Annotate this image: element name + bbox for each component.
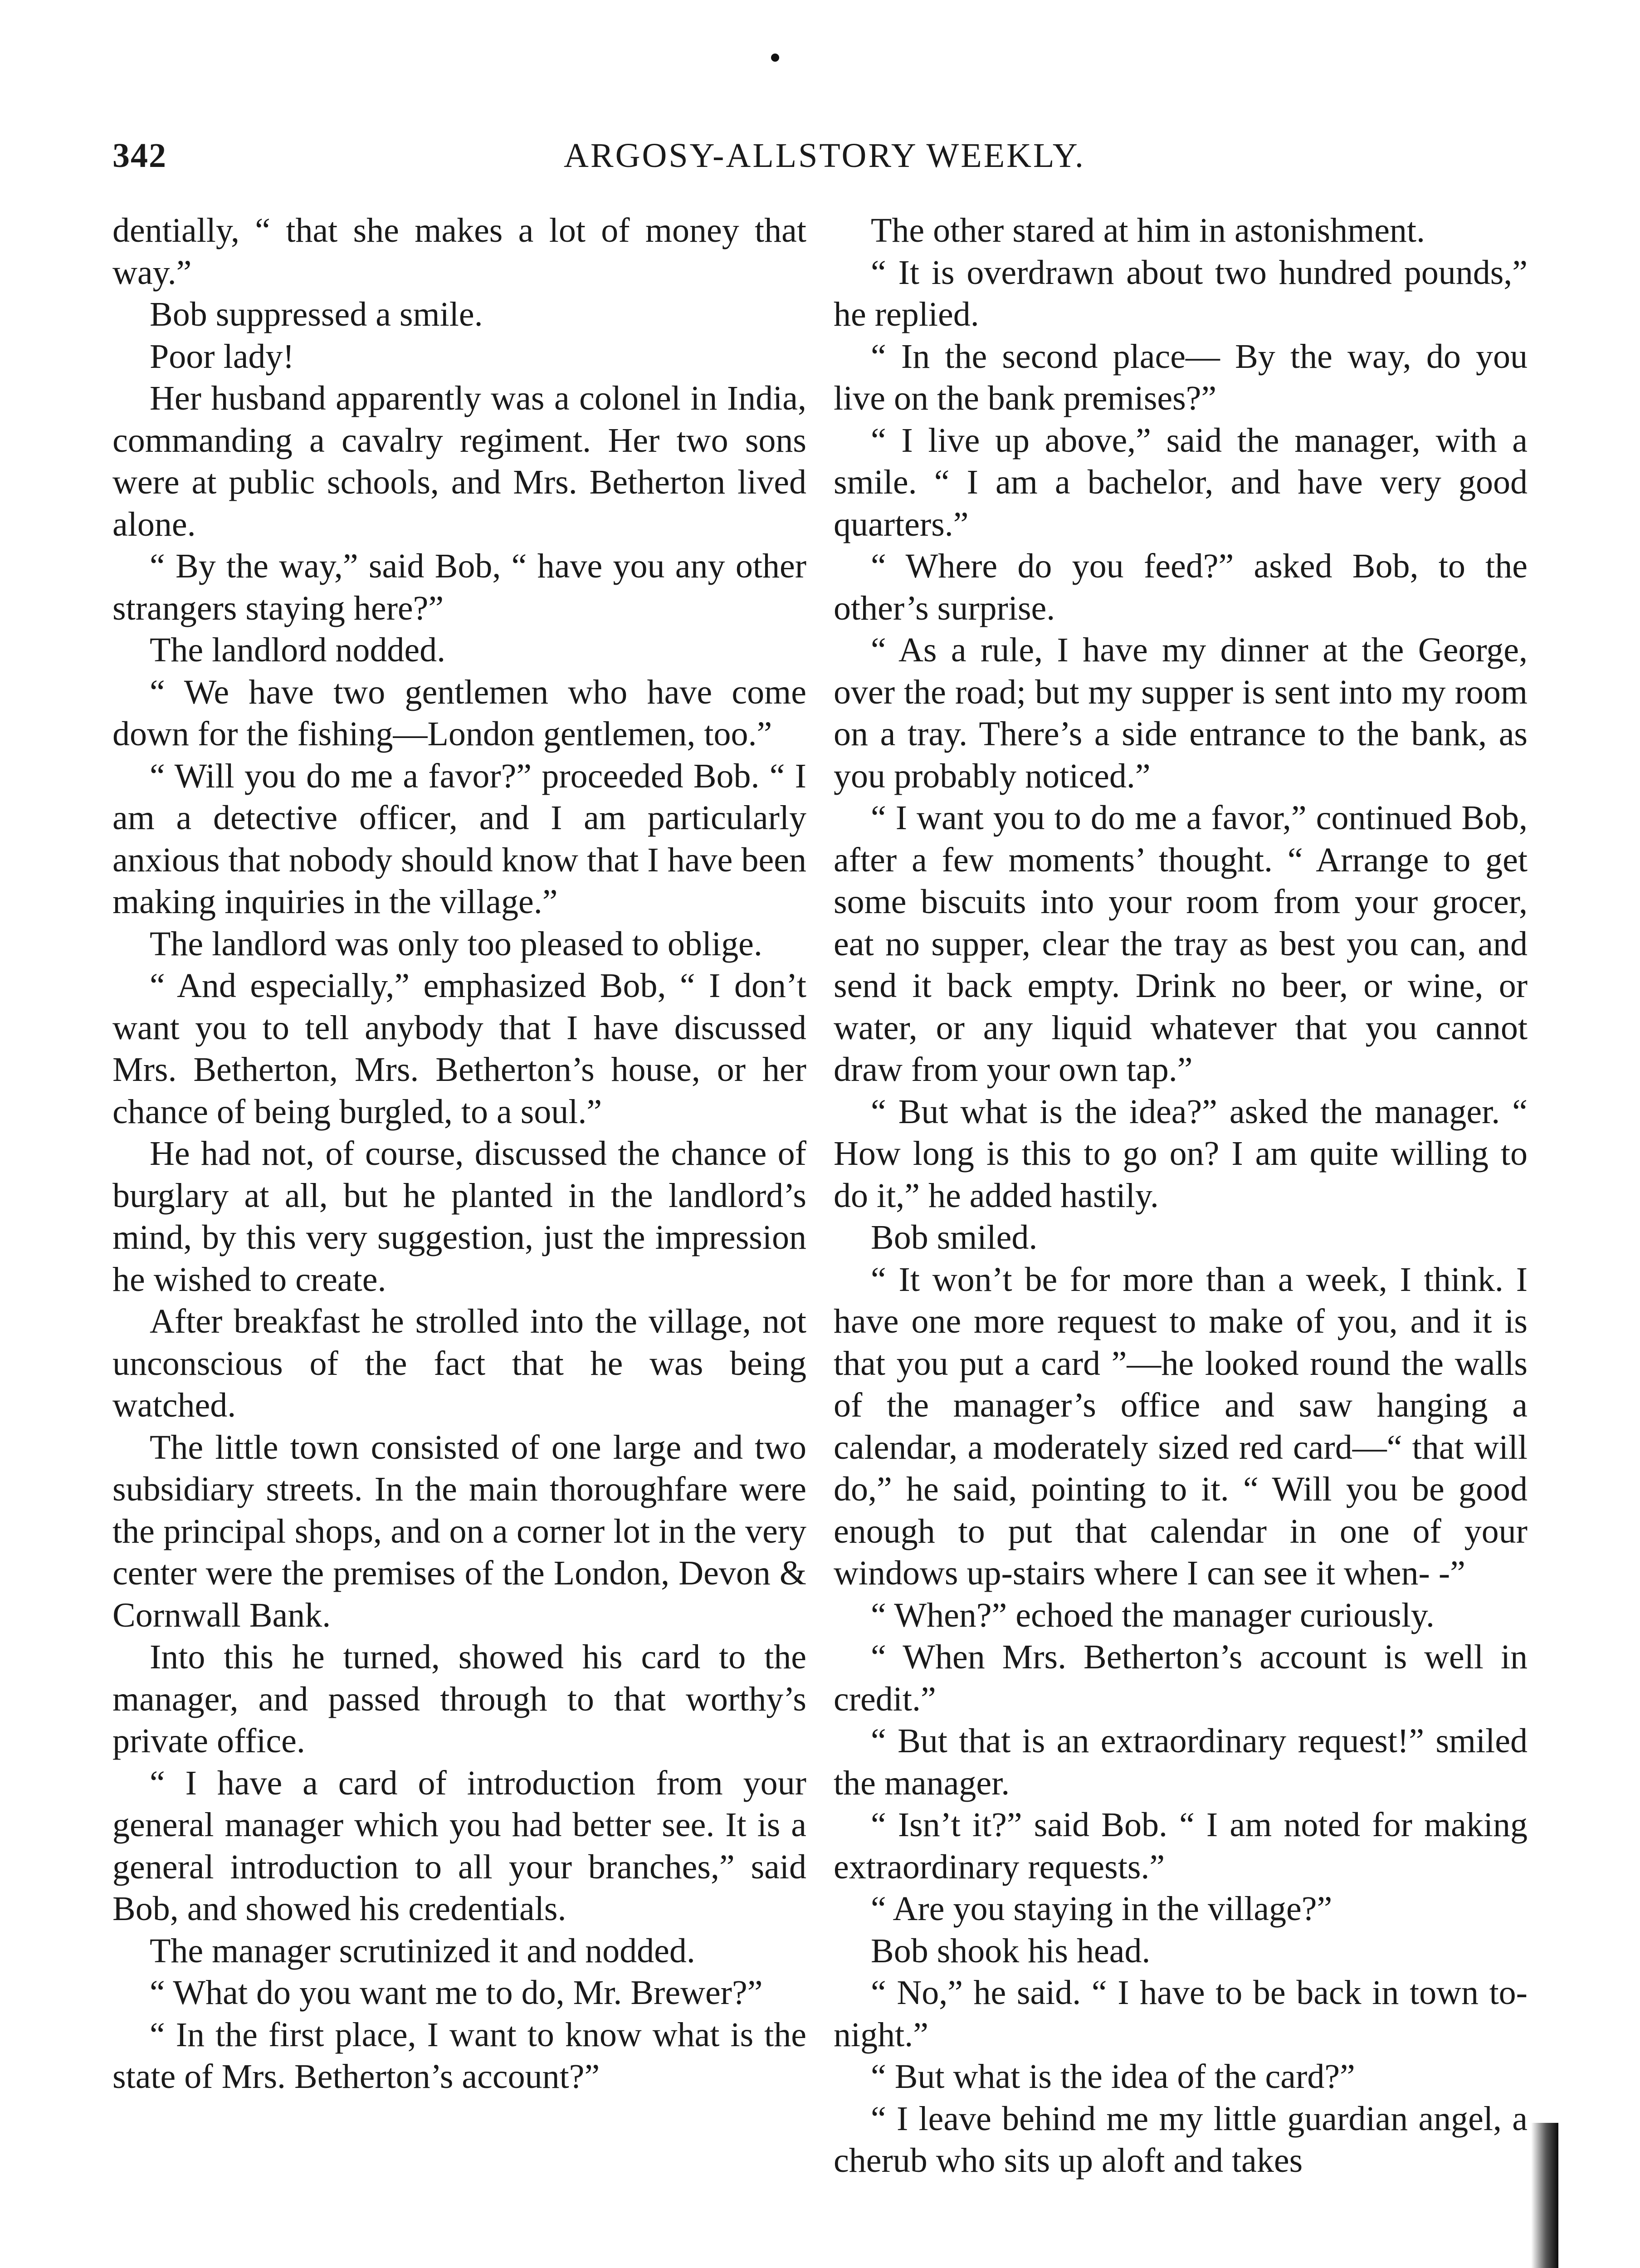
paragraph: Her husband apparently was a colonel in India, commanding a cavalry regiment. Her two sons were at public schools, and Mrs. Betherton lived alone. (112, 379, 806, 543)
paragraph: “ It won’t be for more than a week, I think. I have one more request to make of you, and it is that you put a card ”—he looked round the walls of the manager’s office and saw hanging a calendar, a moderately sized red card—“ that will do,” he said, pointing to it. “ Will you be good enough to put that calendar in one of your windows up-stairs where I can see it when- -” (834, 1260, 1528, 1592)
paragraph: dentially, “ that she makes a lot of money that way.” (112, 211, 806, 292)
paragraph: Into this he turned, showed his card to the manager, and passed through to that worthy’s private office. (112, 1638, 806, 1760)
paragraph: “ But what is the idea of the card?” (871, 2058, 1355, 2096)
page-header (112, 136, 1537, 186)
paragraph: The manager scrutinized it and nodded. (150, 1931, 695, 1970)
paragraph: “ But that is an extraordinary request!” smiled the manager. (834, 1722, 1528, 1802)
paragraph: “ It is overdrawn about two hundred pounds,” he replied. (834, 253, 1528, 333)
paragraph: The landlord nodded. (150, 631, 446, 669)
paragraph: “ Will you do me a favor?” proceeded Bob. “ I am a detective officer, and I am particularly anxious that nobody should know that I have been making inquiries in the village.” (112, 757, 806, 921)
paragraph: The little town consisted of one large and two subsidiary streets. In the main thoroughfare were the principal shops, and on a corner lot in the very center were the premises of the London, Devon & Cornwall Bank. (112, 1428, 806, 1634)
paragraph: “ As a rule, I have my dinner at the George, over the road; but my supper is sent into my room on a tray. There’s a side entrance to the bank, as you probably noticed.” (834, 631, 1528, 795)
paragraph: “ Are you staying in the village?” (871, 1890, 1332, 1928)
paragraph: “ In the first place, I want to know what is the state of Mrs. Betherton’s account?” (112, 2015, 806, 2096)
left-column (112, 210, 806, 2098)
page-number: 342 (112, 137, 167, 175)
paragraph: “ No,” he said. “ I have to be back in town to-night.” (834, 1974, 1528, 2054)
paragraph: “ I live up above,” said the manager, with a smile. “ I am a bachelor, and have very good quarters.” (834, 421, 1528, 543)
running-title: ARGOSY-ALLSTORY WEEKLY. (564, 137, 1085, 175)
paragraph: “ I have a card of introduction from your general manager which you had better see. It is a general introduction to all your branches,” said Bob, and showed his credentials. (112, 1764, 806, 1928)
paragraph: “ I leave behind me my little guardian angel, a cherub who sits up aloft and takes (834, 2099, 1528, 2180)
paragraph: “ What do you want me to do, Mr. Brewer?” (150, 1974, 763, 2012)
paragraph: Bob shook his head. (871, 1931, 1151, 1970)
print-mark (771, 54, 779, 62)
paragraph: “ And especially,” emphasized Bob, “ I don’t want you to tell anybody that I have discussed Mrs. Betherton, Mrs. Betherton’s house, or her chance of being burgled, to a soul.” (112, 967, 806, 1131)
paragraph: He had not, of course, discussed the chance of burglary at all, but he planted in the landlord’s mind, by this very suggestion, just the impression he wished to create. (112, 1134, 806, 1299)
paragraph: “ We have two gentlemen who have come down for the fishing—London gentlemen, too.” (112, 673, 806, 753)
paragraph: “ Isn’t it?” said Bob. “ I am noted for making extraordinary requests.” (834, 1806, 1528, 1886)
paragraph: After breakfast he strolled into the village, not unconscious of the fact that he was being watched. (112, 1302, 806, 1424)
paragraph: Poor lady! (150, 337, 294, 376)
paragraph: “ But what is the idea?” asked the manager. “ How long is this to go on? I am quite willing to do it,” he added hastily. (834, 1092, 1528, 1215)
paragraph: “ In the second place— By the way, do you live on the bank premises?” (834, 337, 1528, 417)
right-column (834, 210, 1528, 2182)
paragraph: Bob smiled. (871, 1218, 1038, 1256)
paragraph: “ When Mrs. Betherton’s account is well in credit.” (834, 1638, 1528, 1718)
paragraph: “ I want you to do me a favor,” continued Bob, after a few moments’ thought. “ Arrange to get some biscuits into your room from your grocer, eat no supper, clear the tray as best you can, and send it back empty. Drink no beer, or wine, or water, or any liquid whatever that you cannot draw from your own tap.” (834, 799, 1528, 1089)
paragraph: Bob suppressed a smile. (150, 295, 483, 333)
paragraph: The landlord was only too pleased to oblige. (150, 924, 762, 963)
page-edge-shadow (1531, 2123, 1558, 2268)
paragraph: “ When?” echoed the manager curiously. (871, 1596, 1435, 1634)
paragraph: “ By the way,” said Bob, “ have you any other strangers staying here?” (112, 547, 806, 627)
paragraph: “ Where do you feed?” asked Bob, to the other’s surprise. (834, 547, 1528, 627)
paragraph: The other stared at him in astonishment. (871, 211, 1425, 249)
